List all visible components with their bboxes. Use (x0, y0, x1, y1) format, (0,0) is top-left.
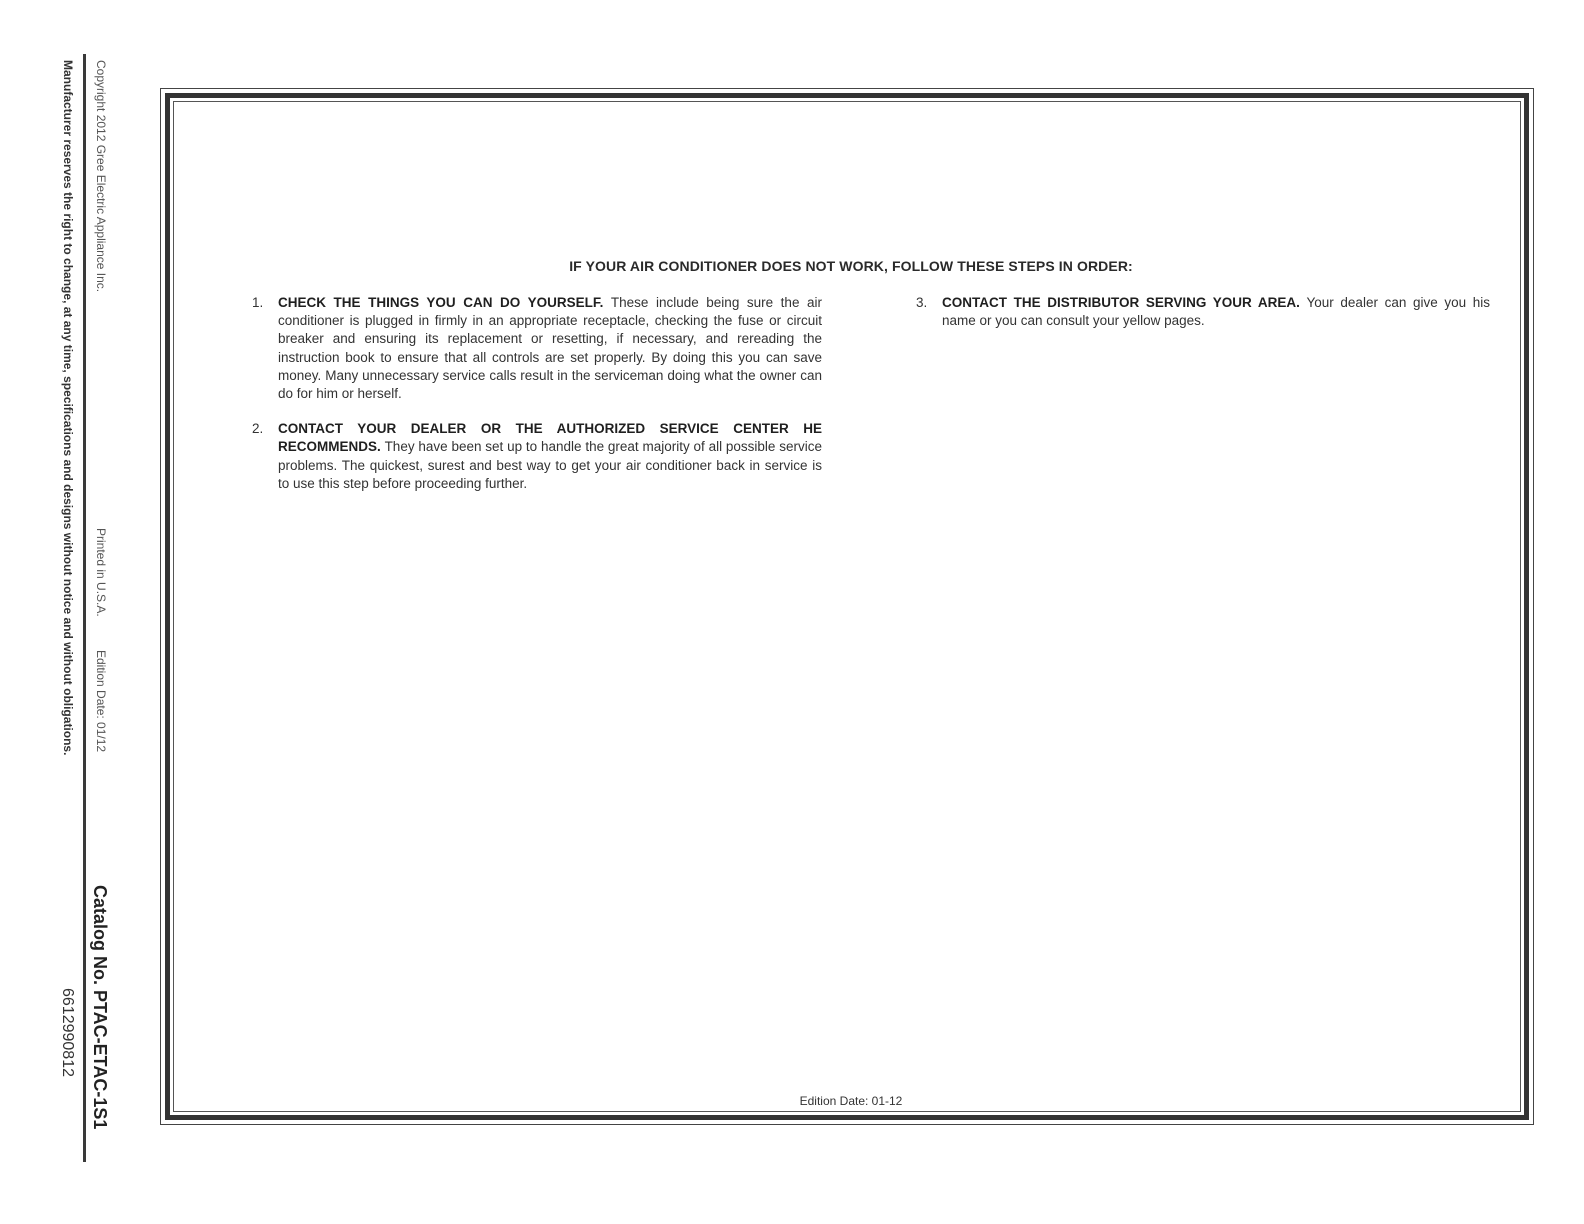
step-lead: CONTACT THE DISTRIBUTOR SERVING YOUR AREA. (942, 295, 1307, 310)
printed-in-text: Printed in U.S.A. (94, 528, 108, 617)
step-item (250, 294, 822, 403)
step-item (250, 420, 822, 493)
page-frame (160, 88, 1534, 1125)
step-body: Your dealer can give you his name or you can consult your yellow pages. (942, 295, 1490, 329)
copyright-text: Copyright 2012 Gree Electric Appliance Inc. (94, 60, 108, 293)
catalog-number: Catalog No. PTAC-ETAC-1S1 (90, 885, 110, 1130)
step-item (914, 294, 1490, 330)
page-frame-border (165, 93, 1529, 1120)
page-heading: IF YOUR AIR CONDITIONER DOES NOT WORK, FOLLOW THESE STEPS IN ORDER: (569, 258, 1133, 274)
part-number: 6612990812 (59, 988, 76, 1077)
step-number: 1. (252, 295, 264, 310)
step-number: 2. (252, 421, 264, 437)
margin-rule (83, 54, 86, 1162)
page-frame-inner-border (173, 101, 1521, 1112)
sidebar-edition-date: Edition Date: 01/12 (94, 650, 108, 753)
steps-column-right (914, 294, 1490, 330)
step-number: 3. (916, 295, 928, 310)
steps-column-left (250, 294, 822, 493)
step-lead: CONTACT YOUR DEALER OR THE AUTHORIZED SERVICE CENTER HE RECOMMENDS. (278, 421, 822, 455)
step-body: They have been set up to handle the great majority of all possible service problems. The quickest, surest and best way to get your air conditioner back in service is to use this step before proceeding further. (278, 439, 822, 491)
manufacturer-notice: Manufacturer reserves the right to change, at any time, specifications and designs without notice and without obligations. (61, 60, 75, 756)
footer-edition-date: Edition Date: 01-12 (799, 1094, 903, 1108)
step-lead: CHECK THE THINGS YOU CAN DO YOURSELF. (278, 295, 611, 310)
step-body: These include being sure the air conditioner is plugged in firmly in an appropriate receptacle, checking the fuse or circuit breaker and ensuring its replacement or resetting, if necessary, and rereading the instruction book to ensure that all controls are set properly. By doing this you can save money. Many unnecessary service calls result in the serviceman doing what the owner can do for him or herself. (278, 295, 823, 402)
